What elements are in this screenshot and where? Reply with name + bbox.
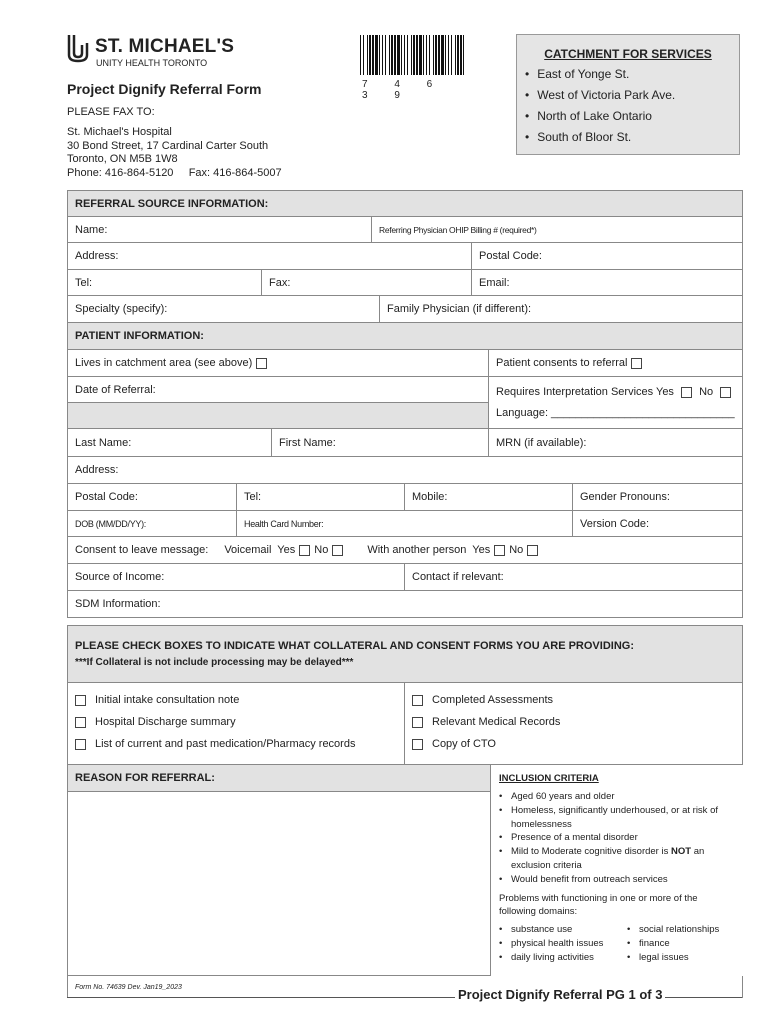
- barcode-bar: [457, 35, 459, 75]
- interpretation-cell: [488, 377, 742, 428]
- page-title: Project Dignify Referral PG 1 of 3: [455, 987, 665, 1002]
- last-name-field[interactable]: Last Name:: [75, 436, 132, 449]
- domain-item: • substance use: [499, 923, 627, 937]
- referrer-name-field[interactable]: Name:: [75, 223, 108, 236]
- section-title: PATIENT INFORMATION:: [75, 330, 204, 342]
- consent-check-label: Patient consents to referral: [496, 357, 628, 369]
- patient-row-income: [67, 564, 743, 591]
- barcode-bar: [419, 35, 422, 75]
- domain-item: • daily living activities: [499, 951, 627, 965]
- collateral-item[interactable]: [75, 694, 239, 706]
- collateral-checklist: [67, 683, 743, 765]
- patient-row-name: [67, 429, 743, 457]
- collateral-checkbox[interactable]: [412, 717, 423, 728]
- catchment-checkbox[interactable]: [256, 358, 267, 369]
- referral-date-field[interactable]: Date of Referral:: [68, 377, 488, 403]
- collateral-header: [67, 625, 743, 683]
- collateral-item[interactable]: [75, 738, 355, 750]
- collateral-item-label: Relevant Medical Records: [432, 716, 561, 728]
- patient-row-phone: [67, 484, 743, 511]
- form-code: Form No. 74639 Dev. Jan19_2023: [75, 984, 182, 991]
- referral-source-header: [67, 190, 743, 217]
- barcode-bar: [411, 35, 412, 75]
- barcode-bar: [423, 35, 424, 75]
- domain-item: • legal issues: [627, 951, 719, 965]
- referral-row-contact: [67, 270, 743, 296]
- barcode-bar: [369, 35, 371, 75]
- collateral-checkbox[interactable]: [75, 739, 86, 750]
- barcode-bar: [426, 35, 427, 75]
- catchment-item: • South of Bloor St.: [525, 130, 675, 151]
- barcode-bar: [404, 35, 405, 75]
- barcode-bar: [407, 35, 408, 75]
- patient-row-date: [67, 377, 743, 429]
- dob-field[interactable]: DOB (MM/DD/YY):: [75, 518, 146, 529]
- patient-tel-field[interactable]: Tel:: [236, 484, 404, 510]
- barcode-bar: [438, 35, 440, 75]
- voicemail-yes-checkbox[interactable]: [299, 545, 310, 556]
- interpretation-label: Requires Interpretation Services Yes: [496, 386, 674, 398]
- patient-row-consent-message: [67, 537, 743, 564]
- barcode-bar: [448, 35, 449, 75]
- domains-left: [499, 923, 627, 964]
- specialty-field[interactable]: Specialty (specify):: [75, 303, 168, 315]
- barcode-bar: [463, 35, 464, 75]
- consent-message-label: Consent to leave message:: [75, 544, 209, 556]
- barcode-number: 7 4 6 3 9: [362, 79, 445, 101]
- ohip-billing-field[interactable]: Referring Physician OHIP Billing # (required*): [371, 217, 742, 242]
- footer-rule-left: [67, 976, 68, 998]
- referral-row-specialty: [67, 296, 743, 323]
- barcode-bar: [460, 35, 462, 75]
- interpretation-no-checkbox[interactable]: [720, 387, 731, 398]
- collateral-item[interactable]: [412, 694, 553, 706]
- inclusion-item: • Presence of a mental disorder: [499, 831, 745, 845]
- interpretation-question: [496, 386, 735, 398]
- barcode-bar: [441, 35, 444, 75]
- collateral-checkbox[interactable]: [75, 695, 86, 706]
- collateral-item-label: List of current and past medication/Pharmacy records: [95, 738, 356, 750]
- inclusion-list: [499, 790, 745, 887]
- catchment-item: • East of Yonge St.: [525, 67, 675, 88]
- catchment-item: • West of Victoria Park Ave.: [525, 88, 675, 109]
- consent-message-cell: [68, 537, 742, 563]
- collateral-checkbox[interactable]: [412, 739, 423, 750]
- referrer-tel-field[interactable]: Tel:: [75, 276, 93, 289]
- income-source-field[interactable]: Source of Income:: [75, 571, 165, 583]
- domain-item: • social relationships: [627, 923, 719, 937]
- org-subtitle: UNITY HEALTH TORONTO: [96, 58, 208, 68]
- family-physician-field[interactable]: Family Physician (if different):: [379, 296, 742, 322]
- collateral-title: PLEASE CHECK BOXES TO INDICATE WHAT COLLATERAL AND CONSENT FORMS YOU ARE PROVIDING:: [75, 640, 634, 652]
- collateral-item[interactable]: [412, 716, 560, 728]
- patient-row-catchment: [67, 350, 743, 377]
- address-line: St. Michael's Hospital: [67, 126, 172, 138]
- domain-item: • physical health issues: [499, 937, 627, 951]
- inclusion-item: • Aged 60 years and older: [499, 790, 745, 804]
- domains-right: [627, 923, 719, 964]
- inclusion-list-wrap: [499, 790, 745, 965]
- interpretation-yes-checkbox[interactable]: [681, 387, 692, 398]
- patient-address-field[interactable]: Address:: [75, 464, 119, 476]
- collateral-item[interactable]: [75, 716, 236, 728]
- barcode-bar: [389, 35, 390, 75]
- inclusion-item: • Would benefit from outreach services: [499, 873, 745, 887]
- section-title: REFERRAL SOURCE INFORMATION:: [75, 197, 269, 210]
- collateral-divider: [404, 683, 405, 764]
- referrer-postal-field[interactable]: Postal Code:: [471, 243, 742, 269]
- fax-label: PLEASE FAX TO:: [67, 106, 155, 118]
- org-name: ST. MICHAEL'S: [95, 36, 235, 57]
- collateral-item-label: Hospital Discharge summary: [95, 716, 236, 728]
- barcode-bar: [363, 35, 364, 75]
- address-line: 30 Bond Street, 17 Cardinal Carter South: [67, 139, 269, 152]
- address-line: Phone: 416-864-5120 Fax: 416-864-5007: [67, 166, 282, 179]
- domains: [499, 923, 745, 964]
- collateral-checkbox[interactable]: [75, 717, 86, 728]
- first-name-field[interactable]: First Name:: [271, 429, 488, 456]
- barcode-bar: [367, 35, 368, 75]
- catchment-title: CATCHMENT FOR SERVICES: [544, 47, 712, 61]
- consent-check-cell: [488, 350, 742, 376]
- barcode-bar: [429, 35, 430, 75]
- patient-mobile-field[interactable]: Mobile:: [404, 484, 572, 510]
- another-person-no-label: No: [509, 544, 524, 556]
- referrer-address-field[interactable]: Address:: [75, 250, 119, 262]
- barcode-bar: [435, 35, 437, 75]
- domain-item: • finance: [627, 937, 719, 951]
- voicemail-label: Voicemail Yes: [224, 544, 296, 556]
- inclusion-item: • Mild to Moderate cognitive disorder is NOT an exclusion criteria: [499, 845, 745, 873]
- form-title: Project Dignify Referral Form: [67, 81, 262, 97]
- collateral-note: ***If Collateral is not include processing may be delayed***: [75, 657, 354, 668]
- section-title: REASON FOR REFERRAL:: [75, 772, 215, 784]
- barcode-bar: [451, 35, 452, 75]
- reason-textarea[interactable]: [67, 792, 491, 976]
- barcode-bar: [455, 35, 456, 75]
- interpretation-no-label: No: [699, 386, 714, 398]
- contact-field[interactable]: Contact if relevant:: [404, 564, 742, 590]
- barcode-bar: [385, 35, 386, 75]
- inclusion-criteria: [499, 773, 745, 965]
- patient-row-sdm: [67, 591, 743, 618]
- barcode-bar: [360, 35, 361, 75]
- another-person-yes-checkbox[interactable]: [494, 545, 505, 556]
- catchment-box: [516, 34, 740, 155]
- catchment-check-label: Lives in catchment area (see above): [75, 357, 253, 369]
- barcode-bar: [397, 35, 400, 75]
- barcode-bar: [375, 35, 378, 75]
- collateral-item-label: Initial intake consultation note: [95, 694, 240, 706]
- barcode-bar: [445, 35, 446, 75]
- catchment-check-cell: [68, 350, 488, 376]
- shaded-blank-cell: [68, 403, 488, 428]
- patient-row-address: [67, 457, 743, 484]
- collateral-item-label: Copy of CTO: [432, 738, 496, 750]
- inclusion-title: INCLUSION CRITERIA: [499, 773, 599, 784]
- collateral-item-label: Completed Assessments: [432, 694, 554, 706]
- language-field[interactable]: Language: ______________________________: [496, 407, 735, 419]
- hospital-address: [67, 126, 282, 180]
- collateral-item[interactable]: [412, 738, 496, 750]
- health-card-field[interactable]: Health Card Number:: [236, 511, 572, 536]
- gender-pronouns-field[interactable]: Gender Pronouns:: [572, 484, 742, 510]
- address-line: Toronto, ON M5B 1W8: [67, 153, 178, 165]
- problems-intro: Problems with functioning in one or more of the following domains:: [499, 892, 698, 918]
- voicemail-no-checkbox[interactable]: [332, 545, 343, 556]
- barcode-bar: [379, 35, 380, 75]
- barcode-bar: [372, 35, 374, 75]
- inclusion-item: • Homeless, significantly underhoused, or at risk of homelessness: [499, 804, 745, 832]
- barcode-bar: [382, 35, 383, 75]
- logo-icon: [66, 33, 90, 63]
- referral-row-address: [67, 243, 743, 270]
- barcode-bar: [394, 35, 396, 75]
- footer-rule-right: [742, 976, 743, 998]
- barcode-bar: [391, 35, 393, 75]
- another-person-label: With another person Yes: [367, 544, 491, 556]
- barcode-bar: [413, 35, 415, 75]
- catchment-item: • North of Lake Ontario: [525, 109, 675, 130]
- reason-header: [67, 765, 491, 792]
- patient-row-dob: [67, 511, 743, 537]
- barcode-bar: [416, 35, 418, 75]
- version-code-field[interactable]: Version Code:: [572, 511, 742, 536]
- referrer-fax-field[interactable]: Fax:: [261, 270, 471, 295]
- referrer-email-field[interactable]: Email:: [471, 270, 742, 295]
- consent-checkbox[interactable]: [631, 358, 642, 369]
- barcode-bar: [433, 35, 434, 75]
- sdm-info-field[interactable]: SDM Information:: [75, 598, 161, 610]
- patient-postal-field[interactable]: Postal Code:: [75, 491, 138, 503]
- patient-info-header: [67, 323, 743, 350]
- barcode-bar: [401, 35, 402, 75]
- referral-row-name: [67, 217, 743, 243]
- mrn-field[interactable]: MRN (if available):: [488, 429, 742, 456]
- catchment-list: [525, 67, 675, 151]
- voicemail-no-label: No: [314, 544, 329, 556]
- another-person-no-checkbox[interactable]: [527, 545, 538, 556]
- barcode-icon: [360, 35, 464, 75]
- collateral-checkbox[interactable]: [412, 695, 423, 706]
